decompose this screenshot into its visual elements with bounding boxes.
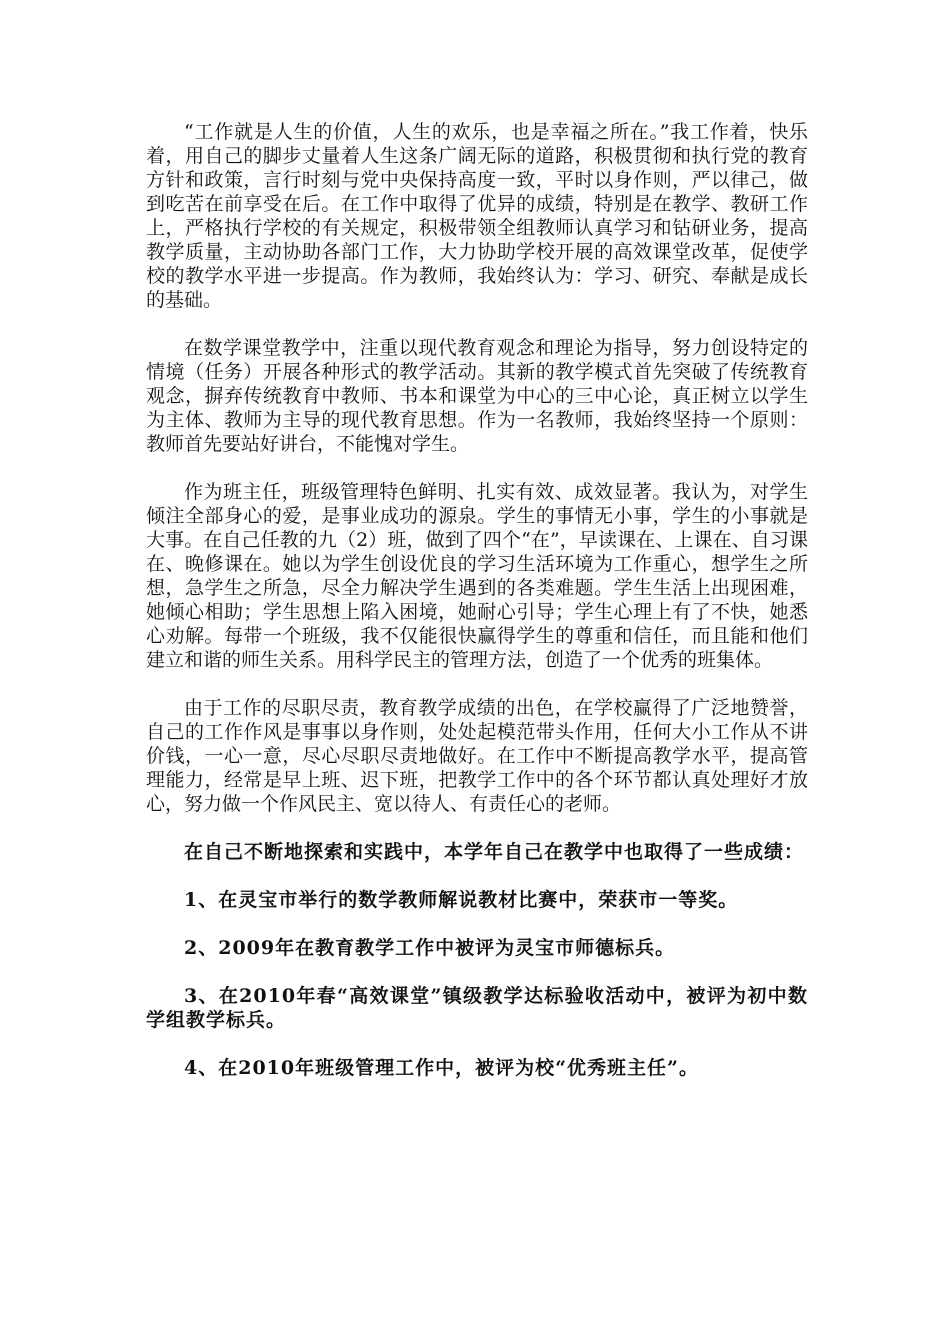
achievement-item-4: 4、在2010年班级管理工作中，被评为校“优秀班主任”。 bbox=[184, 1057, 699, 1079]
paragraph-work-attitude: 由于工作的尽职尽责，教育教学成绩的出色，在学校赢得了广泛地赞誉，自己的工作作风是事事以身作则，处处起模范带头作用，任何大小工作从不讲价钱，一心一意，尽心尽职尽责地做好。在工作中不断提高教学水平，提高管理能力，经常是早上班、迟下班，把教学工作中的各个环节都认真处理好才放心，努力做一个作风民主、宽以待人、有责任心的老师。 bbox=[146, 697, 808, 815]
achievement-item-1: 1、在灵宝市举行的数学教师解说教材比赛中，荣获市一等奖。 bbox=[184, 889, 739, 911]
paragraph-work-value: “工作就是人生的价值，人生的欢乐，也是幸福之所在。”我工作着，快乐着，用自己的脚步丈量着人生这条广阔无际的道路，积极贯彻和执行党的教育方针和政策，言行时刻与党中央保持高度一致，平时以身作则，严以律己，做到吃苦在前享受在后。在工作中取得了优异的成绩，特别是在教学、教研工作上，严格执行学校的有关规定，积极带领全组教师认真学习和钻研业务，提高教学质量，主动协助各部门工作，大力协助学校开展的高效课堂改革，促使学校的教学水平进一步提高。作为教师，我始终认为：学习、研究、奉献是成长的基础。 bbox=[146, 121, 808, 311]
achievements-intro: 在自己不断地探索和实践中，本学年自己在教学中也取得了一些成绩： bbox=[184, 841, 805, 863]
document-body bbox=[146, 120, 808, 1104]
paragraph-class-teacher: 作为班主任，班级管理特色鲜明、扎实有效、成效显著。我认为，对学生倾注全部身心的爱，是事业成功的源泉。学生的事情无小事，学生的小事就是大事。在自己任教的九（2）班，做到了四个“在”，早读课在、上课在、自习课在、晚修课在。她以为学生创设优良的学习生活环境为工作重心，想学生之所想，急学生之所急，尽全力解决学生遇到的各类难题。学生生活上出现困难，她倾心相助；学生思想上陷入困境，她耐心引导；学生心理上有了不快，她悉心劝解。每带一个班级，我不仅能很快赢得学生的尊重和信任，而且能和他们建立和谐的师生关系。用科学民主的管理方法，创造了一个优秀的班集体。 bbox=[146, 481, 808, 671]
paragraph-classroom-teaching: 在数学课堂教学中，注重以现代教育观念和理论为指导，努力创设特定的情境（任务）开展各种形式的教学活动。其新的教学模式首先突破了传统教育观念，摒弃传统教育中教师、书本和课堂为中心的三中心论，真正树立以学生为主体、教师为主导的现代教育思想。作为一名教师，我始终坚持一个原则：教师首先要站好讲台，不能愧对学生。 bbox=[146, 337, 808, 455]
achievement-item-2: 2、2009年在教育教学工作中被评为灵宝市师德标兵。 bbox=[184, 937, 676, 959]
achievement-item-3: 3、在2010年春“高效课堂”镇级教学达标验收活动中，被评为初中数学组教学标兵。 bbox=[146, 985, 808, 1031]
